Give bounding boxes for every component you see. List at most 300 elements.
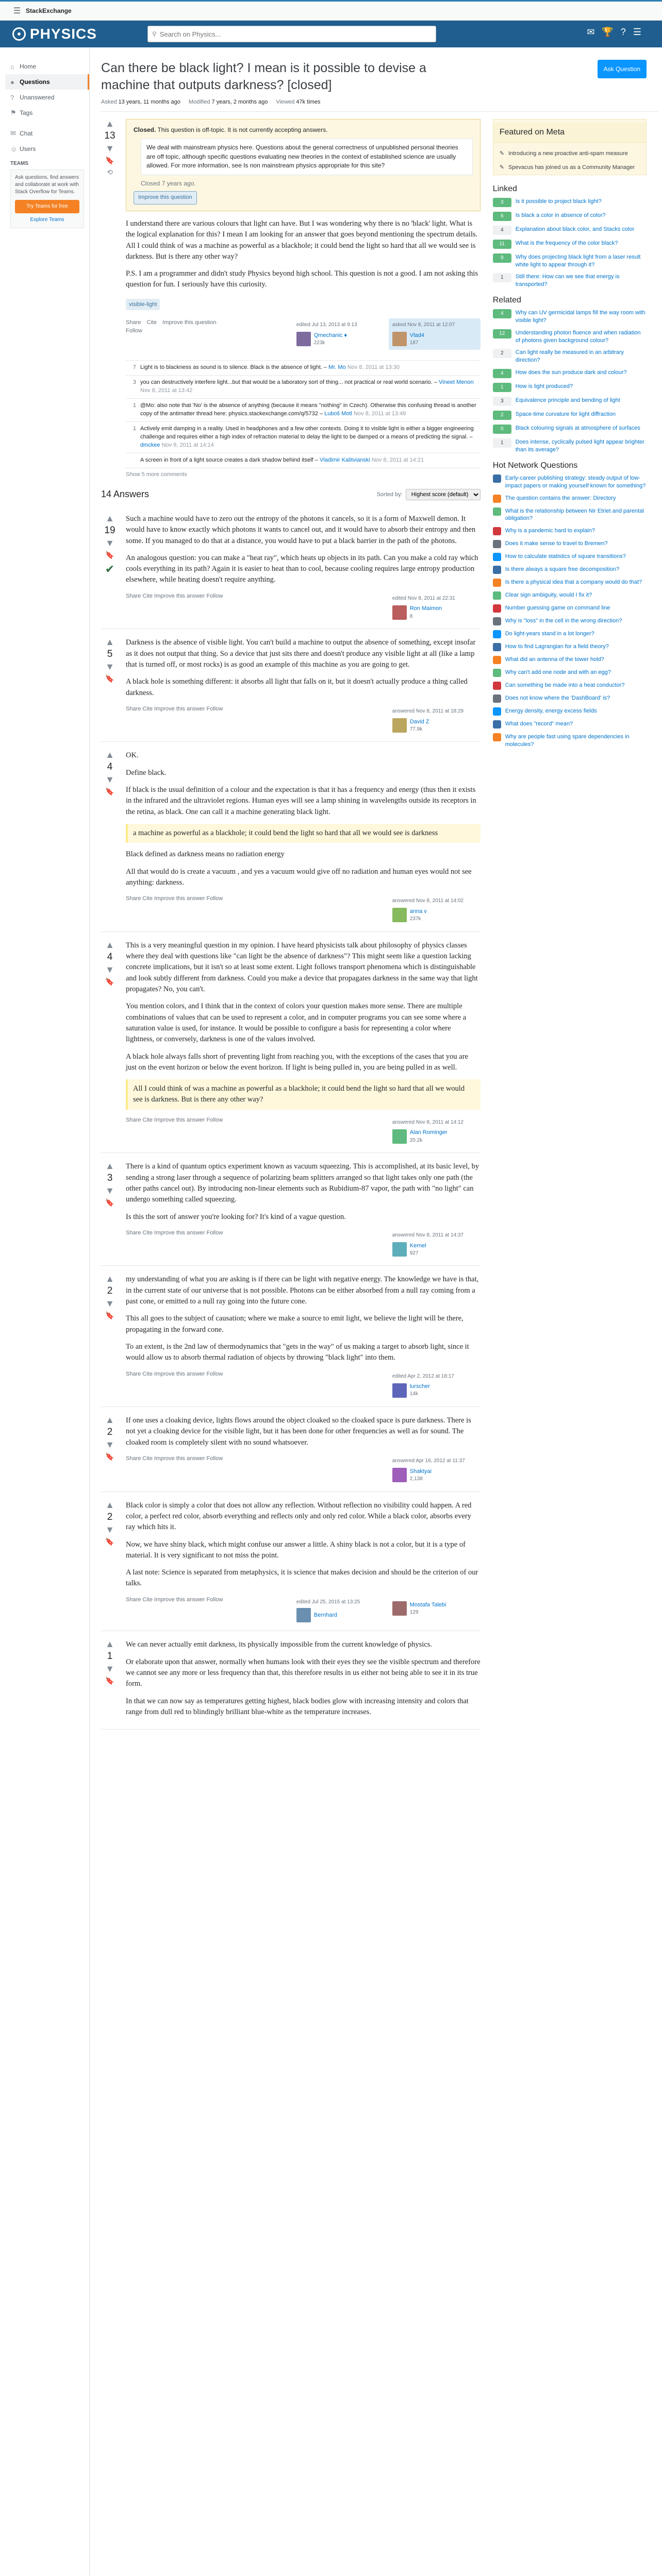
reputation: 77.9k [409,726,423,732]
hot-question[interactable] [493,643,647,651]
answer-post [101,742,481,931]
bookmark-icon[interactable]: 🔖 [105,1452,114,1461]
header-icons [587,27,641,38]
avatar[interactable] [392,1468,407,1482]
user-name[interactable]: anna v [409,908,427,914]
nav-unanswered[interactable] [5,90,89,105]
post-actions[interactable]: Share Cite Improve this answer Follow [126,705,223,712]
downvote-icon[interactable]: ▼ [105,662,114,672]
downvote-icon[interactable]: ▼ [105,964,114,975]
related-item[interactable] [493,411,647,420]
nav-chat[interactable] [5,126,89,141]
comment-text: @Mo: also note that 'No' is the absence of anything (because it means "nothing" in Czech). Otherwise this confusing thread is another copy of the antimatter thread here: physics.stackexchange.com/q/5732 [140,402,476,417]
hot-question[interactable] [493,707,647,716]
bookmark-icon[interactable]: 🔖 [105,156,114,164]
comment-user[interactable]: Mr. Mo [328,364,346,371]
linked-link[interactable]: Explanation about black color, and Stacks color [515,226,635,232]
share-link[interactable]: Share [126,319,141,326]
nav-tags[interactable] [5,105,89,121]
inbox-icon[interactable]: ✉ [587,27,595,37]
answers-list [101,505,481,1730]
question-paragraph: I understand there are various colours that light can have. But I was wondering why there is no 'black' light. What is the logical explanation for this? I mean I am looking for an answer that goes beyond mentioning the spectrum details. All I could think of was a machine as powerful as a blackhole; it could bend the light so hard that all we would see is darkness. But is there any other way? [126,219,478,261]
avatar[interactable] [296,1608,311,1622]
sort-select[interactable] [406,489,481,500]
vote-cell [101,940,126,1148]
answer-paragraph: Define black. [126,768,167,777]
author-card [389,1229,481,1261]
hot-question[interactable] [493,733,647,749]
edited-time[interactable]: edited Jul 13, 2013 at 9:13 [296,321,357,328]
related-item[interactable] [493,383,647,392]
reputation: 8 [409,613,413,619]
score-badge: 12 [493,329,511,338]
nav-questions[interactable] [5,74,89,90]
hot-question[interactable] [493,527,647,535]
search-icon: ⚲ [152,30,157,38]
hot-question[interactable] [493,474,647,490]
cite-link[interactable]: Cite [146,319,157,326]
nav-label: Questions [20,78,50,86]
hot-question-link[interactable]: How to find Lagrangian for a field theory? [505,643,609,650]
answer-paragraph: Now, we have shiny black, which might confuse our answer a little. A shiny black is not a color, but it is a type of material. It is very significant to not miss the point. [126,1540,466,1560]
related-item[interactable] [493,438,647,454]
answered-time[interactable]: answered Nov 8, 2011 at 14:37 [392,1232,464,1238]
hot-question-link[interactable]: Why is "loss" in the cell in the wrong direction? [505,618,622,624]
downvote-icon[interactable]: ▼ [105,1298,114,1309]
search-bar[interactable] [147,26,436,42]
hot-question[interactable] [493,566,647,574]
viewed-label: Viewed [276,99,295,105]
hot-question-link[interactable]: Clear sign ambiguity, would I fix it? [505,592,592,599]
related-item[interactable] [493,309,647,325]
hot-question[interactable] [493,579,647,587]
question-meta [101,94,658,112]
site-icon [493,474,501,483]
answer-paragraph: We can never actually emit darkness, its physically impossible from the current knowledge of physics. [126,1640,432,1649]
avatar[interactable] [296,332,311,346]
bookmark-icon[interactable]: 🔖 [105,1537,114,1546]
tag-icon: ⚑ [10,109,16,116]
avatar[interactable] [392,332,407,346]
user-name[interactable]: Shaktyai [409,1468,432,1475]
downvote-icon[interactable]: ▼ [105,1185,114,1196]
upvote-icon[interactable]: ▲ [105,939,114,950]
bookmark-icon[interactable]: 🔖 [105,1198,114,1207]
linked-item[interactable] [493,253,647,269]
comment-date: Nov 8, 2011 at 13:42 [140,387,193,394]
comment-user[interactable]: Luboš Motl [324,411,352,417]
hot-question-link[interactable]: What does "record" mean? [505,721,573,727]
hot-question-link[interactable]: Can something be made into a heat conductor? [505,682,625,689]
hot-question[interactable] [493,591,647,600]
reputation: 14k [409,1391,418,1397]
upvote-icon[interactable]: ▲ [105,1274,114,1284]
hot-question-link[interactable]: Why are people fast using spare dependencies in molecules? [505,734,630,748]
teams-text: Ask questions, find answers and collaborate at work with Stack Overflow for Teams. [15,175,79,195]
comment-text: you can destructively interfere light...but that would be a laboratory sort of thing... not practical or real world scenario. [140,379,433,386]
edited-time[interactable]: edited Jul 25, 2015 at 13:25 [296,1599,360,1605]
comment-date: Nov 8, 2011 at 14:21 [371,456,424,463]
hot-question-link[interactable]: Does it make sense to travel to Bremen? [505,540,608,547]
answer-paragraph: Is this the sort of answer you're looking for? It's kind of a vague question. [126,1212,346,1221]
score-badge: 6 [493,212,511,221]
history-icon[interactable]: ⟲ [107,168,113,176]
hot-question-link[interactable]: Is there a physical idea that a company would do that? [505,579,642,586]
show-more-comments[interactable]: Show 5 more comments [126,471,187,478]
vote-count: 13 [104,130,115,141]
users-icon: ☺ [10,145,18,153]
score-badge: 3 [493,397,511,406]
help-icon[interactable]: ? [620,27,626,37]
nav-label: Users [20,145,36,152]
user-name[interactable]: Bernhard [313,1612,337,1619]
featured-text: Introducing a new proactive anti-spam measure [508,150,628,157]
downvote-icon[interactable]: ▼ [105,537,114,548]
site-icon [493,540,501,548]
hot-question[interactable] [493,507,647,523]
reputation: 927 [409,1250,419,1256]
vote-count: 4 [107,761,113,773]
post-actions[interactable]: Share Cite Improve this answer Follow [126,1229,223,1236]
answer-count: 14 Answers [101,489,150,500]
comment-date: Nov 8, 2011 at 13:49 [353,411,406,417]
closed-title: Closed. [134,126,156,133]
answered-time[interactable]: answered Apr 16, 2012 at 11:37 [392,1458,465,1464]
user-name[interactable]: lurscher [409,1383,430,1390]
answers-header [101,489,481,500]
avatar[interactable] [392,1242,407,1257]
downvote-icon[interactable]: ▼ [105,1524,114,1535]
featured-on-meta [493,119,647,175]
comments-list [126,360,481,468]
answer-post [101,1407,481,1492]
site-icon [493,643,501,651]
comment-user[interactable]: Vladimir Kalitvianski [319,456,370,463]
hot-question-link[interactable]: Does not know where the 'DashBoard' is? [505,695,610,702]
hot-question-link[interactable]: Do light-years stand in a lot longer? [505,631,594,637]
bookmark-icon[interactable]: 🔖 [105,1676,114,1685]
comment-user[interactable]: dmckee [140,442,160,449]
site-icon [493,495,501,503]
site-logo[interactable] [12,26,97,42]
hot-title: Hot Network Questions [492,461,578,470]
comment: 3 you can destructively interfere light...but that would be a laboratory sort of thing... not practical or real world scenario. – Vineet Menon Nov 8, 2011 at 13:42 [126,376,481,399]
closed-text: This question is off-topic. It is not currently accepting answers. [157,126,328,133]
related-title: Related [492,296,521,305]
hot-network-list [493,474,647,749]
hot-question-link[interactable]: What did an antenna of the tower hold? [505,656,604,663]
upvote-icon[interactable]: ▲ [105,750,114,760]
site-icon [493,733,501,741]
site-icon [493,682,501,690]
linked-link[interactable]: Still there: How can we see that energy is transported? [515,274,620,288]
related-item[interactable] [493,329,647,345]
answer-paragraph: Darkness is the absence of visible light. You can't build a machine to output the absence of something, except insofar as it does not output that thing. So a device that just sits there and doesn't produce any visible light at all (like a lamp that is turned off, or most rocks) is as good an example of this machine as you are going to get. [126,638,476,669]
avatar[interactable] [392,718,407,733]
user-name[interactable]: Kernel [409,1242,426,1249]
hot-question-link[interactable]: Early-career publishing strategy: steady output of low-impact papers or making yourself known for something? [505,474,646,489]
comment-score [126,456,140,465]
featured-title: Featured on Meta [493,123,646,143]
site-icon [493,553,501,561]
hot-question[interactable] [493,495,647,503]
tag-visible-light[interactable]: visible-light [126,299,160,310]
answer-quote: All I could think of was a machine as powerful as a blackhole; it could bend the light so hard that all we would see is darkness. But is there any other way? [126,1079,481,1110]
downvote-icon[interactable]: ▼ [105,143,114,154]
answer-paragraph: In that we can now say as temperatures getting highest, black bodies glow with increasing intensity and colors that range from dull red to blindingly brilliant blue-white as the temperature increases. [126,1697,469,1717]
modified-label: Modified [188,99,210,105]
vote-cell [101,119,126,350]
bookmark-icon[interactable]: 🔖 [105,674,114,683]
editor-card [293,1596,385,1626]
closed-reason: We deal with mainstream physics here. Questions about the general correctness of unpublished personal theories are off topic, although specific questions evaluating new theories in the context of established science are usually allowed. For more information, see Is non mainstream physics appropriate for this site? [141,139,473,175]
nav-label: Unanswered [20,94,55,101]
hot-question-link[interactable]: Number guessing game on command line [505,605,610,612]
answer-paragraph: Or elaborate upon that answer, normally when humans look with their eyes they see the visible spectrum and therefore we cannot see any more or less frequency than that, this therefore results in us either not being able to see it in its true form. [126,1657,481,1688]
score-badge: 1 [493,273,511,282]
vote-count: 1 [107,1651,113,1662]
hot-question[interactable] [493,604,647,613]
ask-question-button[interactable]: Ask Question [598,60,647,78]
hot-question[interactable] [493,630,647,638]
answer-paragraph: This all goes to the subject of causation; where we make a source to emit light, we believe the light will be there, propagating in the forward cone. [126,1314,464,1334]
hot-question-link[interactable]: The question contains the answer: Directory [505,495,616,501]
teams-box [10,170,84,228]
hot-question[interactable] [493,540,647,548]
globe-icon: ● [10,78,14,86]
answered-time[interactable]: edited Apr 2, 2012 at 18:17 [392,1373,454,1379]
site-icon [493,656,501,664]
editor-card [293,318,385,350]
score-badge: 2 [493,349,511,358]
hot-question[interactable] [493,682,647,690]
upvote-icon[interactable]: ▲ [105,1415,114,1426]
avatar[interactable] [392,605,407,620]
user-name[interactable]: David Z [409,718,429,725]
answered-time[interactable]: answered Nov 8, 2011 at 14:12 [392,1119,464,1125]
stackexchange-logo[interactable]: StackExchange [26,7,72,14]
hot-question-link[interactable]: What is the relationship between Nir Etriet and parental obligation? [505,507,644,522]
related-link[interactable]: How is light produced? [515,383,573,390]
answer-paragraph: Black defined as darkness means no radiation energy [126,850,285,859]
try-teams-button[interactable]: Try Teams for free [15,200,79,213]
upvote-icon[interactable]: ▲ [105,1161,114,1172]
answer-post [101,505,481,629]
user-name[interactable]: Alan Rominger [409,1129,448,1136]
site-icon [493,720,501,728]
site-icon [493,694,501,703]
upvote-icon[interactable]: ▲ [105,513,114,523]
hot-question-link[interactable]: Why can't add one node and with an egg? [505,669,611,676]
bookmark-icon[interactable]: 🔖 [105,977,114,986]
related-list [493,309,647,454]
author-card [389,592,481,624]
vote-count: 5 [107,649,113,660]
related-item[interactable] [493,397,647,406]
nav-home[interactable] [5,59,89,74]
improve-link[interactable]: Improve this question [162,319,217,326]
bookmark-icon[interactable]: 🔖 [105,550,114,559]
hot-question[interactable] [493,617,647,625]
featured-item[interactable] [493,147,646,161]
hot-question[interactable] [493,553,647,561]
related-link[interactable]: Equivalence principle and bending of light [515,397,620,404]
hot-question-link[interactable]: Energy density, energy excess fields [505,708,597,715]
upvote-icon[interactable]: ▲ [105,1499,114,1510]
comment-user[interactable]: Vineet Menon [439,379,474,386]
user-name[interactable]: Ron Maimon [409,605,442,612]
upvote-icon[interactable]: ▲ [105,118,114,129]
reputation: 20.2k [409,1137,423,1143]
related-link[interactable]: How does the sun produce dark and colour? [515,369,627,376]
answer-paragraph: OK. [126,751,139,760]
linked-item[interactable] [493,226,647,235]
comment-score: 1 [133,402,136,409]
avatar[interactable] [392,1129,407,1144]
answer-post [101,1492,481,1632]
follow-link[interactable]: Follow [126,328,142,334]
avatar[interactable] [392,908,407,922]
score-badge: 11 [493,240,511,249]
comment: 1 Actively emit damping in a reality. Used in headphones and a few other contexts. Doing it to visible light is either a bigger engineering challenge and requires either a high index of refraction material to delay the light to be damped or a means of predicting the signal. – dmckee Nov 8, 2011 at 14:14 [126,422,481,453]
post-actions[interactable]: Share Cite Improve this answer Follow [126,1596,223,1603]
improve-question-button[interactable]: Improve this question [134,191,197,205]
vote-count: 3 [107,1173,113,1184]
post-actions[interactable]: Share Cite Improve this answer Follow [126,1455,223,1462]
linked-item[interactable] [493,212,647,221]
downvote-icon[interactable]: ▼ [105,774,114,785]
score-badge: 4 [493,369,511,378]
linked-link[interactable]: Is it possible to project black light? [515,198,602,205]
comment-score: 7 [133,364,136,371]
post-actions[interactable]: Share Cite Improve this answer Follow [126,1116,223,1123]
answer-paragraph: An analogous question: you can make a "heat ray", which heats up objects in its path. Can you make a cold ray which cools everything in its path? Again it is easier to heat than to cool, because cooling requires large entropy production elsewhere, while heating doesn't require anything. [126,553,478,584]
modified-value[interactable]: 7 years, 2 months ago [211,99,268,105]
search-input[interactable] [160,30,432,38]
vote-cell [101,1274,126,1401]
related-link[interactable]: Understanding photon fluence and when radiation of photons given background colour? [515,329,641,344]
answer-paragraph: If black is the usual definition of a colour and the expectation is that it has a frequency and energy (thus then it exists in the infrared and the ultraviolet regions. Human eyes will see a lamp shining in wavelengths outside its receptors in the retina, as black. One can call it a machine generating black light. [126,786,476,816]
related-link[interactable]: Can light really be measured in an arbitrary direction? [515,349,624,364]
linked-item[interactable] [493,240,647,249]
answer-post [101,1153,481,1266]
related-link[interactable]: Why can UV germicidal lamps fill the way room with visible light? [515,310,646,324]
answered-time[interactable]: answered Nov 8, 2011 at 14:02 [392,898,464,904]
author-card [389,705,481,737]
comment-score: 3 [133,379,136,386]
related-item[interactable] [493,349,647,364]
vote-cell [101,1639,126,1724]
answer-paragraph: This is a very meaningful question in my opinion. I have heard physicists talk about philosophy of physics classes where they deal with questions like "can light be the absence of darkness"? This might seem like a question lacking concrete implications, but it isn't so at least some extent. Light follows transport phenomena which is distinguishable and look subtly different from darkness. Could you make a device that propagates darkness in the same way that light propagates? No, you can't. [126,941,478,993]
hot-question-link[interactable]: How to calculate statistics of square transitions? [505,553,626,560]
hot-question-link[interactable]: Is there always a square free decomposition? [505,566,620,573]
reputation: 129 [409,1609,419,1615]
user-name[interactable]: Vlad4 [409,332,424,338]
question-title[interactable]: Can there be black light? I mean is it possible to devise a machine that outputs darkness? [closed] [101,61,426,92]
closed-notice [126,119,481,211]
nav-users[interactable] [5,141,89,157]
related-link[interactable]: Space-time curvature for light diffraction [515,411,616,418]
site-icon [493,591,501,600]
physics-logo-icon [12,27,26,41]
vote-cell [101,1161,126,1260]
site-switcher-icon[interactable]: ☰ [633,27,641,37]
post-actions[interactable]: Share Cite Improve this answer Follow [126,895,223,902]
achievements-icon[interactable]: 🏆 [602,27,614,37]
post-actions[interactable]: Share Cite Improve this answer Follow [126,592,223,599]
bookmark-icon[interactable]: 🔖 [105,787,114,796]
upvote-icon[interactable]: ▲ [105,637,114,648]
answered-time[interactable]: answered Nov 8, 2011 at 18:29 [392,708,464,714]
answer-paragraph: Black color is simply a color that does not allow any reflection. Without reflection no visibility could happen. A red color, a perfect red color, absorb everything and reflects only and only red color. While a black color, absorbs every ray which hits it. [126,1501,472,1532]
site-icon [493,566,501,574]
related-link[interactable]: Does intense, cyclically pulsed light appear brighter than its average? [515,439,644,453]
hot-question[interactable] [493,720,647,728]
downvote-icon[interactable]: ▼ [105,1439,114,1450]
linked-link[interactable]: Why does projecting black light from a laser result white light to appear through it? [515,253,641,268]
question-paragraph: P.S. I am a programmer and didn't study Physics beyond high school. This question is not a good. I am not asking this question for fun. I seriously have this curiosity. [126,269,478,289]
pencil-icon: ✎ [499,164,504,171]
explore-teams-link[interactable]: Explore Teams [30,217,64,223]
related-item[interactable] [493,369,647,378]
upvote-icon[interactable]: ▲ [105,1639,114,1650]
comment-date: Nov 8, 2011 at 14:14 [161,442,214,449]
linked-item[interactable] [493,198,647,207]
reputation: 2,138 [409,1476,423,1482]
linked-link[interactable]: Is black a color in absence of color? [515,212,606,218]
comment-text: Actively emit damping in a reality. Used in headphones and a few other contexts. Doing it to visible light is either a bigger engineering challenge and requires either a high index of refraction material to delay the light to be damped or a means of predicting the signal. [140,426,474,440]
linked-link[interactable]: What is the frequency of the color black? [515,240,618,246]
score-badge: 4 [493,309,511,318]
answer-paragraph: A black hole is something different: it absorbs all light that falls on it, but it doesn't actually produce a thing called darkness. [126,677,468,697]
teams-promo [10,161,84,228]
hot-question-link[interactable]: Why is a pandemic hard to explain? [505,528,595,534]
asked-time: asked Nov 8, 2011 at 12:07 [392,321,455,328]
nav-label: Home [20,63,37,70]
hot-question[interactable] [493,656,647,664]
author-card [389,894,481,926]
hot-question[interactable] [493,669,647,677]
hot-question[interactable] [493,694,647,703]
featured-item[interactable] [493,161,646,175]
linked-item[interactable] [493,273,647,289]
menu-icon[interactable]: ☰ [13,7,21,15]
site-name: PHYSICS [30,26,97,42]
linked-list [493,198,647,289]
question-post [101,119,481,357]
nav-label: Chat [20,130,33,137]
post-actions[interactable]: Share Cite Improve this answer Follow [126,1370,223,1377]
answered-time[interactable]: edited Nov 8, 2011 at 22:31 [392,595,455,601]
site-icon [493,707,501,716]
vote-count: 2 [107,1427,113,1438]
avatar[interactable] [392,1601,407,1616]
user-name[interactable]: Qmechanic ♦ [313,332,347,338]
avatar[interactable] [392,1383,407,1398]
closed-ago: Closed 7 years ago. [141,179,196,187]
right-sidebar [493,119,647,1730]
author-card [389,1116,481,1148]
downvote-icon[interactable]: ▼ [105,1664,114,1674]
user-name[interactable]: Mostafa Talebi [409,1601,446,1608]
answer-paragraph: my understanding of what you are asking is if there can be light with negative energy. The knowledge we have is that, in the current state of our universe that is not possible. Photons can be either absorbed from a null ray coming from a past cone, or emitted to a null ray going into the future cone. [126,1275,479,1306]
bookmark-icon[interactable]: 🔖 [105,1311,114,1320]
author-card [389,1454,481,1486]
vote-count: 2 [107,1285,113,1297]
related-link[interactable]: Black colouring signals at atmosphere of surfaces [515,425,640,432]
related-item[interactable] [493,425,647,434]
comment: 1 @Mo: also note that 'No' is the absence of anything (because it means "nothing" in Czech). Otherwise this confusing thread is another copy of the antimatter thread here: physics.stackexchange.com/q/5732 – Luboš Motl Nov 8, 2011 at 13:49 [126,399,481,422]
